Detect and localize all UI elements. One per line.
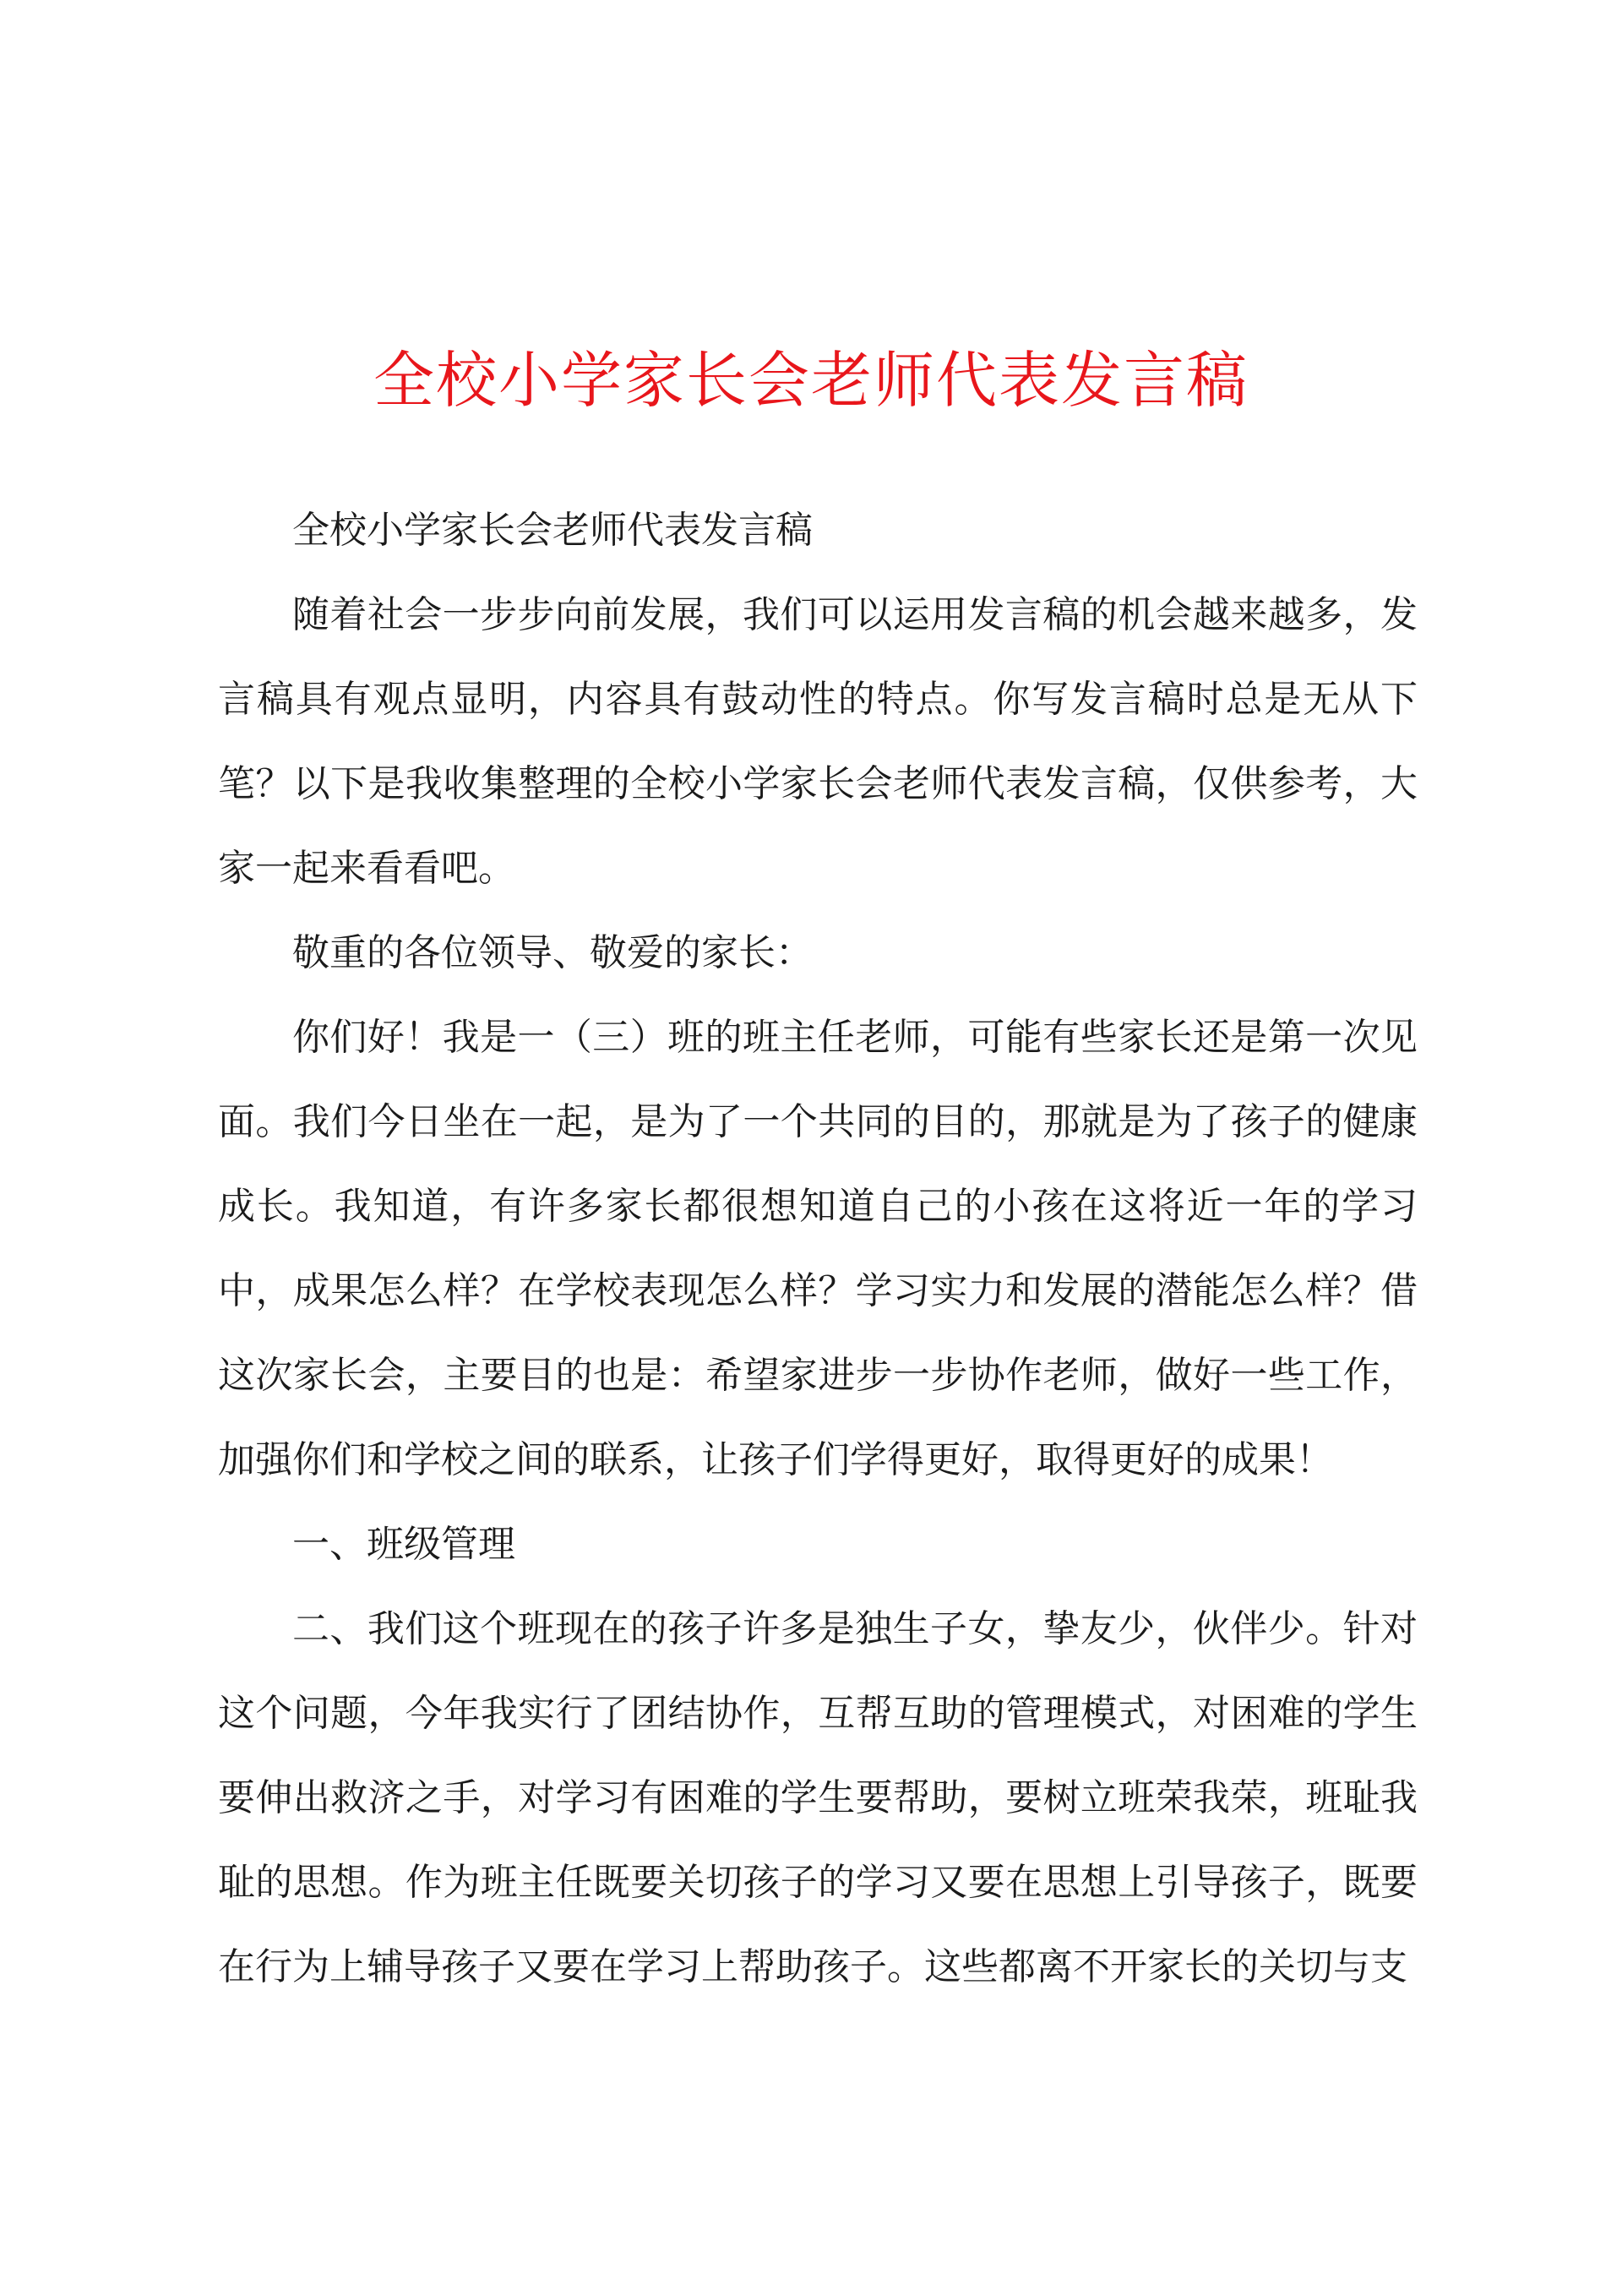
document-body: [218, 488, 1418, 2010]
section-heading-class-management: 一、班级管理: [292, 1523, 515, 1566]
paragraph-subtitle: 全校小学家长会老师代表发言稿: [292, 509, 813, 552]
paragraph-intro: 随着社会一步步向前发展，我们可以运用发言稿的机会越来越多，发言稿具有观点显明，内容具有鼓动性的特点。你写发言稿时总是无从下笔？以下是我收集整理的全校小学家长会老师代表发言稿，仅供参考，大家一起来看看吧。: [218, 593, 1418, 890]
paragraph-salutation: 敬重的各位领导、敬爱的家长：: [292, 931, 813, 974]
document-title: 全校小学家长会老师代表发言稿: [373, 345, 1249, 416]
paragraph-greeting: 你们好！我是一（三）班的班主任老师，可能有些家长还是第一次见面。我们今日坐在一起，是为了一个共同的目的，那就是为了孩子的健康成长。我知道，有许多家长都很想知道自己的小孩在这将近一年的学习中，成果怎么样？在学校表现怎么样？学习实力和发展的潜能怎么样？借这次家长会，主要目的也是：希望家进步一步协作老师，做好一些工作，加强你们和学校之间的联系，让孩子们学得更好，取得更好的成果！: [218, 1016, 1418, 1481]
paragraph-section-two: 二、我们这个班现在的孩子许多是独生子女，挚友少，伙伴少。针对这个问题，今年我实行了团结协作，互帮互助的管理模式，对困难的学生要伸出救济之手，对学习有困难的学生要帮助，要树立班荣我荣，班耻我耻的思想。作为班主任既要关切孩子的学习又要在思想上引导孩子，既要在行为上辅导孩子又要在学习上帮助孩子。这些都离不开家长的关切与支: [218, 1607, 1418, 1988]
